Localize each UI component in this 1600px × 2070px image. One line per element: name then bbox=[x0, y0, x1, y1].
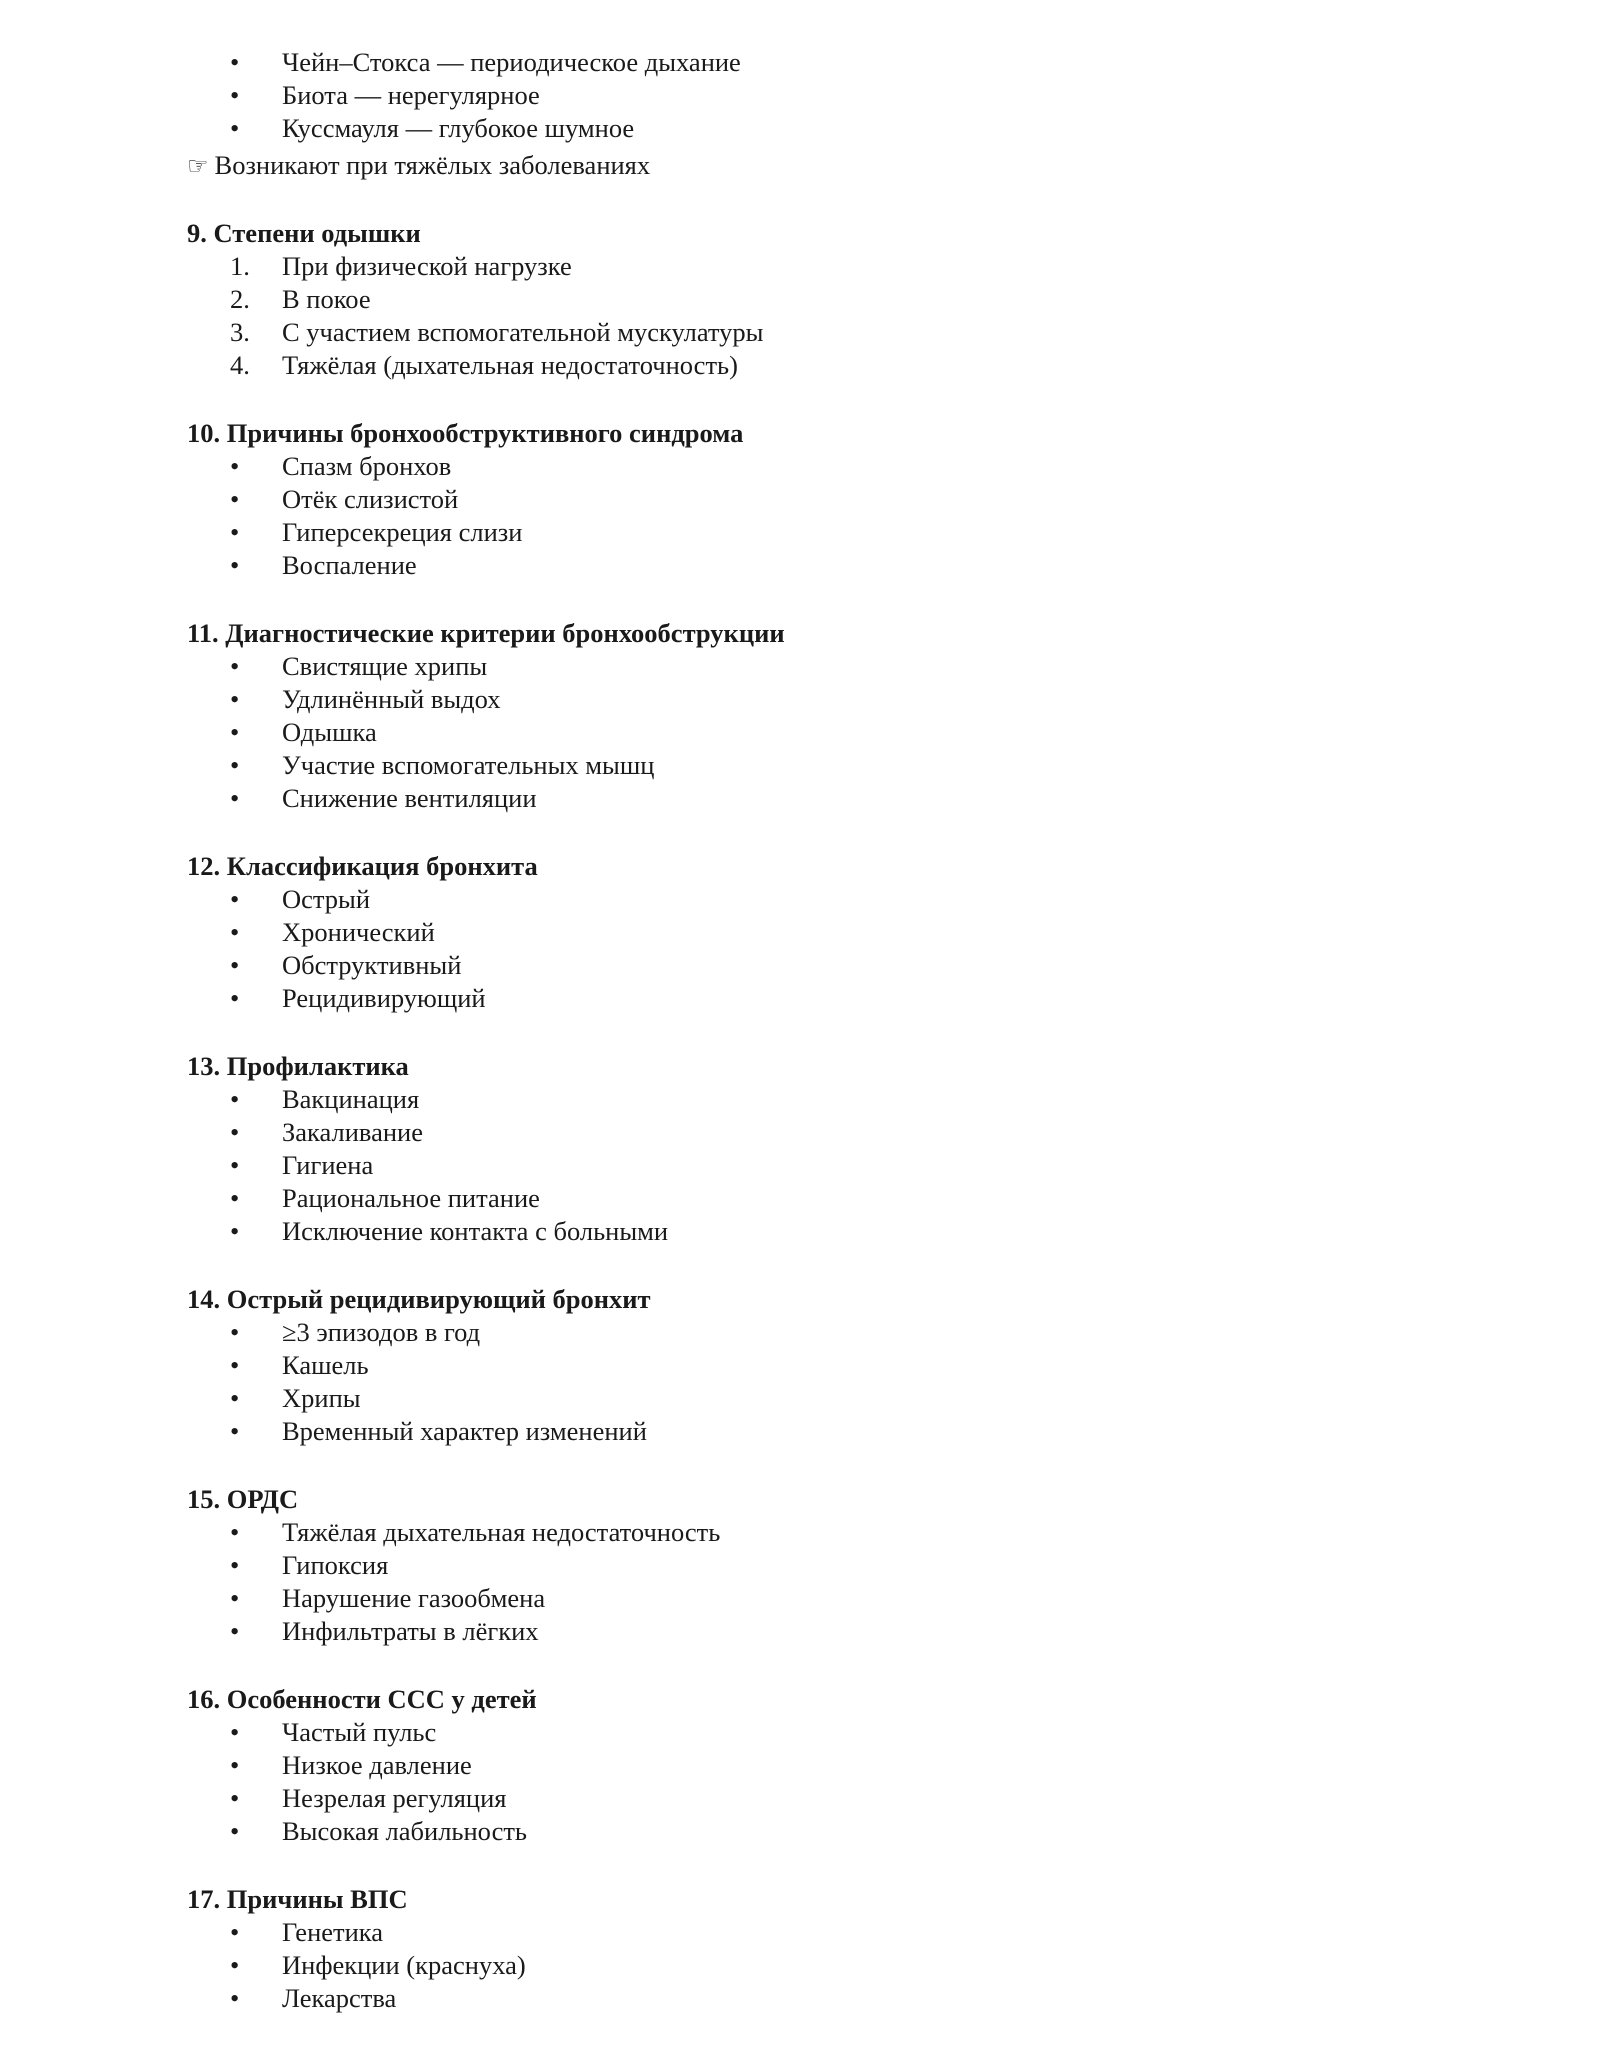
list-item-text: При физической нагрузке bbox=[282, 251, 572, 281]
bullet-marker: • bbox=[230, 1084, 240, 1114]
bullet-marker: • bbox=[230, 80, 240, 110]
number-marker: 4. bbox=[230, 350, 250, 380]
list-item-text: Рациональное питание bbox=[282, 1183, 540, 1213]
list-item-text: Генетика bbox=[282, 1917, 384, 1947]
section-title: 13. Профилактика bbox=[187, 1051, 409, 1081]
bullet-marker: • bbox=[230, 1583, 240, 1613]
bullet-marker: • bbox=[230, 1783, 240, 1813]
bullet-marker: • bbox=[230, 1616, 240, 1646]
bullet-marker: • bbox=[230, 651, 240, 681]
bullet-marker: • bbox=[230, 783, 240, 813]
bullet-marker: • bbox=[230, 684, 240, 714]
section-title: 9. Степени одышки bbox=[187, 218, 421, 248]
bullet-marker: • bbox=[230, 517, 240, 547]
bullet-marker: • bbox=[230, 1416, 240, 1446]
section-title: 15. ОРДС bbox=[187, 1484, 299, 1514]
list-item-text: Частый пульс bbox=[282, 1717, 437, 1747]
list-item-text: Куссмауля — глубокое шумное bbox=[282, 113, 635, 143]
number-marker: 1. bbox=[230, 251, 250, 281]
list-item-text: Низкое давление bbox=[282, 1750, 472, 1780]
bullet-marker: • bbox=[230, 1517, 240, 1547]
list-item-text: Острый bbox=[282, 884, 371, 914]
bullet-marker: • bbox=[230, 550, 240, 580]
bullet-marker: • bbox=[230, 1717, 240, 1747]
bullet-marker: • bbox=[230, 1383, 240, 1413]
bullet-marker: • bbox=[230, 1317, 240, 1347]
bullet-marker: • bbox=[230, 1750, 240, 1780]
bullet-marker: • bbox=[230, 950, 240, 980]
bullet-marker: • bbox=[230, 983, 240, 1013]
list-item-text: Отёк слизистой bbox=[282, 484, 459, 514]
list-item-text: Лекарства bbox=[282, 1983, 397, 2013]
list-item-text: Закаливание bbox=[282, 1117, 423, 1147]
list-item-text: Гигиена bbox=[282, 1150, 374, 1180]
list-item-text: Тяжёлая дыхательная недостаточность bbox=[282, 1517, 721, 1547]
list-item-text: Гиперсекреция слизи bbox=[282, 517, 523, 547]
bullet-marker: • bbox=[230, 451, 240, 481]
list-item-text: Биота — нерегулярное bbox=[282, 80, 540, 110]
list-item-text: Незрелая регуляция bbox=[282, 1783, 507, 1813]
list-item-text: Нарушение газообмена bbox=[282, 1583, 546, 1613]
list-item-text: Хронический bbox=[282, 917, 435, 947]
list-item-text: Удлинённый выдох bbox=[282, 684, 501, 714]
bullet-marker: • bbox=[230, 1150, 240, 1180]
bullet-marker: • bbox=[230, 1950, 240, 1980]
list-item-text: Воспаление bbox=[282, 550, 417, 580]
bullet-marker: • bbox=[230, 750, 240, 780]
list-item-text: Вакцинация bbox=[282, 1084, 420, 1114]
section-title: 17. Причины ВПС bbox=[187, 1884, 408, 1914]
list-item-text: Чейн–Стокса — периодическое дыхание bbox=[282, 47, 741, 77]
list-item-text: Кашель bbox=[282, 1350, 369, 1380]
list-item-text: Инфекции (краснуха) bbox=[282, 1950, 526, 1980]
list-item-text: Одышка bbox=[282, 717, 377, 747]
bullet-marker: • bbox=[230, 717, 240, 747]
list-item-text: Временный характер изменений bbox=[282, 1416, 647, 1446]
list-item-text: Снижение вентиляции bbox=[282, 783, 537, 813]
bullet-marker: • bbox=[230, 1216, 240, 1246]
bullet-marker: • bbox=[230, 884, 240, 914]
list-item-text: Хрипы bbox=[282, 1383, 361, 1413]
section-title: 10. Причины бронхообструктивного синдрома bbox=[187, 418, 744, 448]
list-item-text: ≥3 эпизодов в год bbox=[282, 1317, 481, 1347]
list-item-text: Обструктивный bbox=[282, 950, 462, 980]
section-title: 16. Особенности ССС у детей bbox=[187, 1684, 537, 1714]
list-item-text: Инфильтраты в лёгких bbox=[282, 1616, 539, 1646]
number-marker: 3. bbox=[230, 317, 250, 347]
list-item-text: Гипоксия bbox=[282, 1550, 389, 1580]
bullet-marker: • bbox=[230, 1117, 240, 1147]
list-item-text: С участием вспомогательной мускулатуры bbox=[282, 317, 764, 347]
list-item-text: Свистящие хрипы bbox=[282, 651, 488, 681]
note-label: Возникают при тяжёлых заболеваниях bbox=[214, 150, 651, 180]
bullet-marker: • bbox=[230, 1983, 240, 2013]
list-item-text: Тяжёлая (дыхательная недостаточность) bbox=[282, 350, 738, 380]
number-marker: 2. bbox=[230, 284, 250, 314]
list-item-text: Рецидивирующий bbox=[282, 983, 486, 1013]
section-title: 11. Диагностические критерии бронхообструкции bbox=[187, 618, 785, 648]
bullet-marker: • bbox=[230, 484, 240, 514]
section-title: 14. Острый рецидивирующий бронхит bbox=[187, 1284, 651, 1314]
note-text bbox=[187, 149, 650, 183]
list-item-text: Спазм бронхов bbox=[282, 451, 452, 481]
pointing-hand-icon: ☞ bbox=[187, 152, 209, 180]
list-item-text: Высокая лабильность bbox=[282, 1816, 528, 1846]
bullet-marker: • bbox=[230, 1183, 240, 1213]
list-item-text: Участие вспомогательных мышц bbox=[282, 750, 655, 780]
bullet-marker: • bbox=[230, 917, 240, 947]
bullet-marker: • bbox=[230, 113, 240, 143]
bullet-marker: • bbox=[230, 1550, 240, 1580]
list-item-text: Исключение контакта с больными bbox=[282, 1216, 669, 1246]
section-title: 12. Классификация бронхита bbox=[187, 851, 538, 881]
list-item-text: В покое bbox=[282, 284, 371, 314]
bullet-marker: • bbox=[230, 1350, 240, 1380]
bullet-marker: • bbox=[230, 1917, 240, 1947]
bullet-marker: • bbox=[230, 1816, 240, 1846]
bullet-marker: • bbox=[230, 47, 240, 77]
